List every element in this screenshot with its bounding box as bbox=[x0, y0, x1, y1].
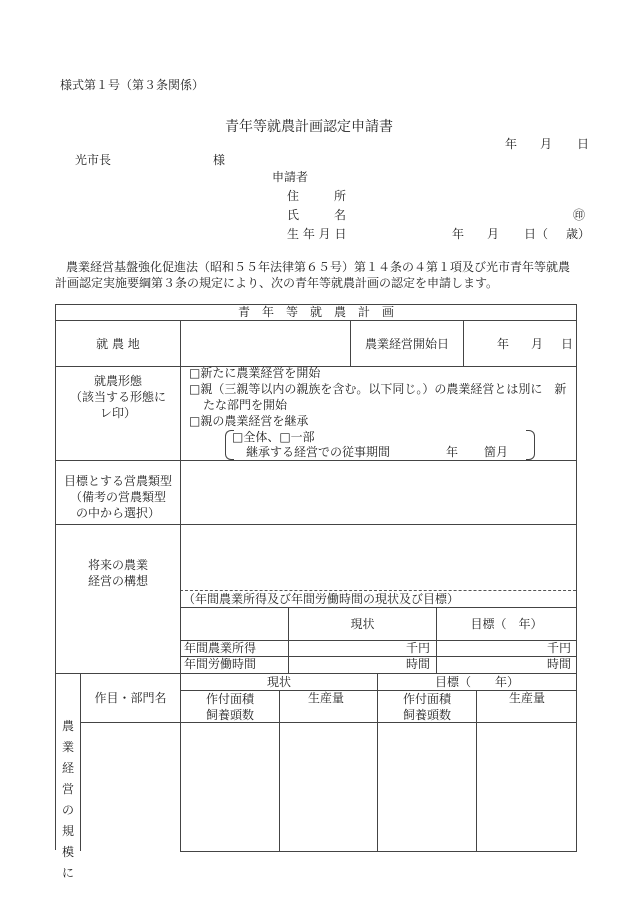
form-number: 様式第１号（第３条関係） bbox=[60, 78, 205, 92]
scale-target-header: 目標（ 年） bbox=[434, 675, 519, 689]
option-inherit-scope[interactable]: □全体、□一部 bbox=[232, 430, 315, 444]
option-new-farming[interactable]: □新たに農業経営を開始 bbox=[189, 366, 321, 380]
start-year: 年 bbox=[497, 337, 510, 351]
addressee: 光市長 bbox=[75, 153, 112, 167]
name-label-1: 氏 bbox=[287, 208, 300, 222]
area-label-t1: 作付面積 bbox=[402, 691, 451, 706]
income-target-header: 目標（ 年） bbox=[470, 617, 543, 631]
area-header-target bbox=[378, 691, 476, 722]
scale-vertical-char: 経 bbox=[61, 761, 74, 775]
name-label-2: 名 bbox=[334, 208, 347, 222]
scale-vertical-char: 営 bbox=[61, 782, 74, 796]
address-label-1: 住 bbox=[287, 189, 300, 203]
scale-vertical-char: に bbox=[61, 866, 74, 880]
farming-type-label bbox=[56, 367, 180, 427]
col-line bbox=[180, 320, 181, 851]
target-type-label-3: の中から選択） bbox=[75, 506, 160, 520]
vision-label bbox=[56, 555, 180, 591]
hours-label: 年間労働時間 bbox=[184, 657, 257, 671]
table-bottom-border bbox=[180, 851, 577, 852]
table-right-border bbox=[576, 304, 577, 852]
start-day: 日 bbox=[561, 337, 574, 351]
vision-label-2: 経営の構想 bbox=[87, 574, 148, 588]
area-header-current bbox=[181, 691, 279, 722]
date-day: 日 bbox=[577, 137, 590, 151]
income-unit-current: 千円 bbox=[406, 641, 431, 655]
col-line bbox=[463, 320, 464, 366]
scale-current-header: 現状 bbox=[266, 675, 291, 689]
hours-unit-target: 時間 bbox=[547, 657, 572, 671]
option-inherit[interactable]: □親の農業経営を継承 bbox=[189, 414, 309, 428]
target-type-label bbox=[56, 471, 180, 523]
vision-label-1: 将来の農業 bbox=[87, 558, 148, 572]
option-new-department[interactable]: □親（三親等以内の親族を含む。以下同じ。）の農業経営とは別に 新 bbox=[189, 382, 567, 396]
row-line bbox=[80, 722, 577, 723]
date-year: 年 bbox=[505, 137, 518, 151]
production-header-current: 生産量 bbox=[308, 691, 345, 705]
bracket-right bbox=[526, 430, 535, 460]
inherit-period-month: 箇月 bbox=[484, 445, 509, 459]
seal-mark: ㊞ bbox=[573, 208, 586, 222]
target-type-label-2: （備考の営農類型 bbox=[69, 490, 166, 504]
farm-location-label: 就 農 地 bbox=[96, 336, 140, 351]
item-dept-label: 作目・部門名 bbox=[94, 691, 167, 705]
plan-section-title: 青 年 等 就 農 計 画 bbox=[237, 305, 394, 319]
dashed-line bbox=[180, 590, 576, 591]
area-label-2: 飼養頭数 bbox=[205, 707, 254, 722]
start-month: 月 bbox=[531, 337, 544, 351]
farming-type-label-1: 就農形態 bbox=[93, 374, 142, 388]
scale-vertical-char: 業 bbox=[61, 740, 74, 754]
scale-vertical-char: 農 bbox=[61, 719, 74, 733]
option-new-department-cont: たな部門を開始 bbox=[203, 398, 288, 412]
farming-type-label-3: レ印） bbox=[99, 406, 136, 420]
age-suffix: 歳） bbox=[566, 227, 591, 241]
income-unit-target: 千円 bbox=[547, 641, 572, 655]
birth-day: 日（ bbox=[524, 227, 549, 241]
birth-month: 月 bbox=[487, 227, 500, 241]
start-date-label: 農業経営開始日 bbox=[364, 336, 449, 351]
income-caption: （年間農業所得及び年間労働時間の現状及び目標） bbox=[183, 592, 460, 606]
scale-vertical-char: 模 bbox=[61, 845, 74, 859]
hours-unit-current: 時間 bbox=[406, 657, 431, 671]
document-title: 青年等就農計画認定申請書 bbox=[225, 119, 393, 135]
area-label-t2: 飼養頭数 bbox=[402, 707, 451, 722]
area-label-1: 作付面積 bbox=[205, 691, 254, 706]
applicant-label: 申請者 bbox=[272, 170, 309, 184]
address-label-2: 所 bbox=[334, 189, 347, 203]
income-label: 年間農業所得 bbox=[184, 641, 257, 655]
birth-year: 年 bbox=[452, 227, 465, 241]
date-month: 月 bbox=[540, 137, 553, 151]
body-text-line-2: 計画認定実施要綱第３条の規定により、次の青年等就農計画の認定を申請します。 bbox=[55, 276, 499, 290]
inherit-period-year: 年 bbox=[446, 445, 459, 459]
row-line bbox=[55, 524, 577, 525]
col-line bbox=[279, 690, 280, 851]
col-line bbox=[476, 690, 477, 851]
scale-vertical-char: 規 bbox=[61, 824, 74, 838]
row-line bbox=[55, 460, 577, 461]
honorific: 様 bbox=[213, 153, 226, 167]
farming-type-label-2: （該当する形態に bbox=[69, 390, 166, 404]
production-header-target: 生産量 bbox=[509, 691, 546, 705]
birth-label: 生 年 月 日 bbox=[287, 227, 347, 241]
income-current-header: 現状 bbox=[350, 617, 375, 631]
body-text-line-1: 農業経営基盤強化促進法（昭和５５年法律第６５号）第１４条の４第１項及び光市青年等就農 bbox=[66, 260, 571, 274]
scale-vertical-label bbox=[61, 716, 75, 884]
scale-vertical-char: の bbox=[61, 803, 74, 817]
target-type-label-1: 目標とする営農類型 bbox=[63, 474, 172, 488]
inherit-period-label: 継承する経営での従事期間 bbox=[246, 445, 391, 459]
